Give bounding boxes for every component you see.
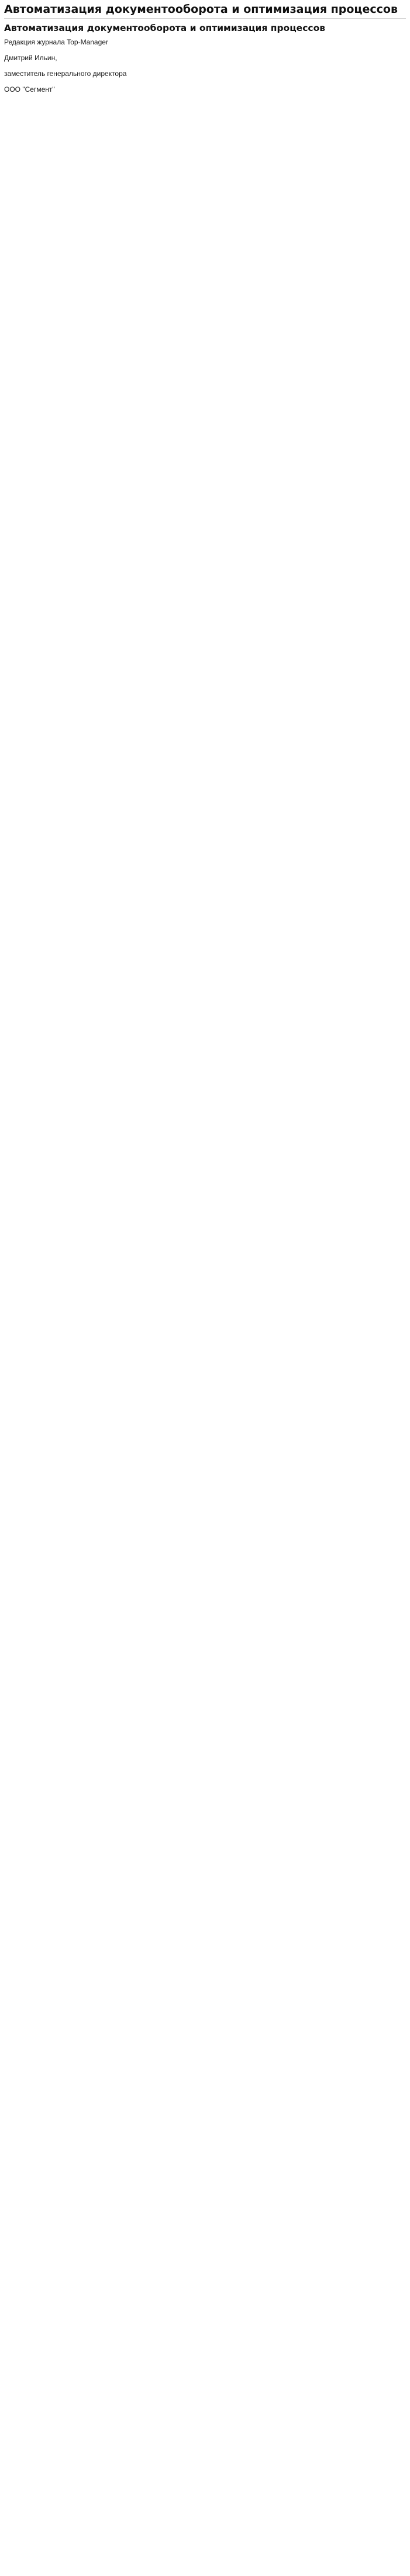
article-lead: Редакция журнала Top-Manager <box>4 38 108 46</box>
article-subhead: Автоматизация документооборота и оптимизация процессов <box>4 23 326 33</box>
article-headline: Автоматизация документооборота и оптимизация процессов <box>4 2 406 19</box>
article <box>0 0 410 95</box>
author-company: ООО "Сегмент" <box>4 85 55 93</box>
author-position: заместитель генерального директора <box>4 70 127 78</box>
author-name: Дмитрий Ильин, <box>4 54 57 62</box>
